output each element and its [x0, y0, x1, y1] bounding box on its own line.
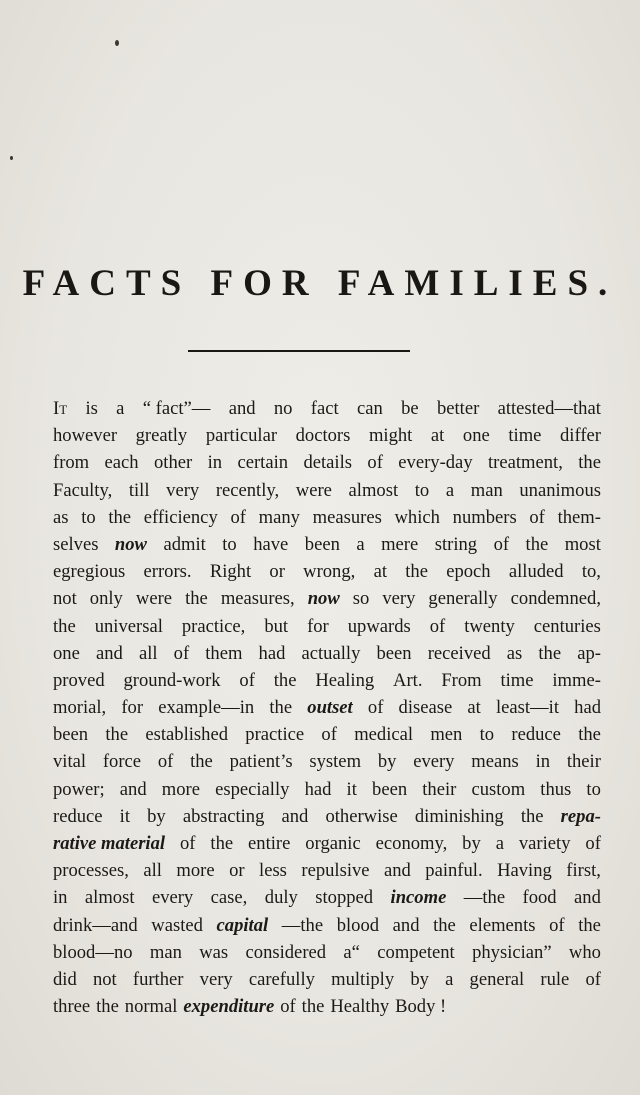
word: Healing	[315, 669, 375, 691]
word: entire	[248, 833, 291, 854]
word: recently,	[215, 479, 280, 501]
word: processes,	[53, 860, 129, 882]
word: but	[264, 615, 289, 637]
word: wasted	[151, 914, 203, 936]
word: mere	[381, 533, 419, 555]
text-line	[53, 613, 601, 640]
word: thus	[540, 778, 572, 800]
ink-speck	[10, 156, 13, 160]
word: of	[321, 724, 337, 746]
word: be	[401, 398, 419, 419]
word: proved	[53, 669, 105, 691]
word: other	[154, 452, 193, 474]
ink-speck	[115, 40, 119, 46]
word: means	[471, 751, 519, 773]
word: of	[230, 506, 246, 528]
text-line	[53, 504, 601, 531]
word: patient’s	[229, 751, 293, 773]
word: general	[469, 968, 525, 990]
word: very	[199, 968, 233, 990]
italic-word: rative material	[53, 833, 166, 854]
word: had	[574, 697, 601, 719]
word: every	[413, 751, 455, 773]
word: —the	[463, 887, 506, 909]
word: “ fact”—	[142, 398, 211, 419]
word: physician”	[472, 941, 552, 963]
italic-word: capital	[216, 914, 269, 936]
italic-word: expenditure	[183, 996, 275, 1018]
word: the	[105, 724, 129, 746]
word: a	[495, 833, 504, 854]
word: practice,	[181, 615, 246, 637]
word: man	[149, 941, 182, 963]
word: the	[520, 805, 544, 827]
word: of	[179, 833, 196, 854]
word: vital	[53, 751, 87, 773]
word: which	[394, 506, 440, 528]
text-line	[53, 640, 601, 667]
word: by	[410, 968, 429, 990]
word: for	[307, 615, 329, 637]
word: in	[207, 452, 223, 474]
word: at	[430, 425, 445, 447]
text-line	[53, 776, 601, 803]
italic-word: repa-	[560, 805, 601, 827]
text-line	[53, 939, 601, 966]
word: man	[470, 479, 503, 501]
word: of	[549, 914, 565, 936]
word: ground-work	[123, 669, 221, 691]
word: string	[434, 533, 478, 555]
text-line	[53, 694, 601, 721]
word: Having	[497, 860, 552, 882]
word: abstracting	[182, 805, 265, 827]
text-line	[53, 477, 601, 504]
word: carefully	[248, 968, 315, 990]
word: the	[108, 506, 132, 528]
word: of	[280, 996, 296, 1018]
word: one	[53, 642, 80, 664]
word: the	[578, 914, 601, 936]
word: —the	[281, 914, 324, 936]
italic-word: outset	[307, 697, 353, 719]
word: a	[445, 968, 454, 990]
word: all	[143, 860, 162, 882]
word: particular	[205, 425, 278, 447]
word: first,	[566, 860, 601, 882]
word: of	[367, 452, 383, 474]
word: considered	[245, 941, 327, 963]
word: unanimous	[519, 479, 601, 501]
word: drink—and	[53, 914, 138, 936]
word: the	[578, 724, 601, 746]
word: further	[132, 968, 184, 990]
word: and	[281, 805, 309, 827]
word: of	[429, 615, 446, 637]
word: almost	[348, 479, 399, 501]
word: condemned,	[510, 588, 601, 610]
word: of	[367, 697, 384, 719]
word: in	[53, 887, 68, 909]
word: a	[116, 398, 125, 419]
word: a	[356, 533, 365, 555]
italic-word: now	[307, 588, 340, 610]
word: to	[586, 778, 601, 800]
word: the	[190, 751, 213, 773]
word: or	[269, 561, 285, 583]
word: power;	[53, 778, 105, 800]
title-rule	[188, 350, 410, 352]
word: by	[462, 833, 481, 854]
word: reduce	[511, 724, 561, 746]
word: alluded	[508, 561, 564, 583]
word: greatly	[135, 425, 188, 447]
word: Right	[209, 561, 252, 583]
word: variety	[518, 833, 571, 854]
word: efficiency	[143, 506, 218, 528]
word: very	[382, 588, 416, 610]
word: otherwise	[325, 805, 398, 827]
word: almost	[84, 887, 135, 909]
word: as	[53, 506, 69, 528]
word: example—in	[158, 697, 255, 719]
word: normal	[124, 996, 178, 1018]
word: more	[176, 860, 215, 882]
word: were	[295, 479, 332, 501]
word: the	[538, 642, 562, 664]
word: at	[467, 697, 481, 719]
word: especially	[215, 778, 290, 800]
word: rule	[540, 968, 570, 990]
word: to	[222, 533, 237, 555]
text-line	[53, 966, 601, 993]
word: egregious	[53, 561, 126, 583]
word: not	[92, 968, 117, 990]
word: painful.	[425, 860, 483, 882]
word: imme-	[552, 669, 601, 691]
word: and	[392, 914, 420, 936]
word: every-day	[398, 452, 473, 474]
word: and	[228, 398, 256, 419]
word: for	[121, 697, 144, 719]
word: to	[479, 724, 495, 746]
word: the	[433, 914, 456, 936]
word: custom	[471, 778, 526, 800]
word: in	[535, 751, 551, 773]
word: of	[493, 533, 510, 555]
word: only	[89, 588, 123, 610]
word: their	[422, 778, 457, 800]
word: many	[258, 506, 300, 528]
word: three	[53, 996, 91, 1018]
word: all	[138, 642, 158, 664]
word: by	[377, 751, 397, 773]
word: to	[81, 506, 96, 528]
word: who	[568, 941, 601, 963]
word: it	[346, 778, 357, 800]
word: or	[229, 860, 245, 882]
italic-word: income	[390, 887, 447, 909]
word: attested—that	[497, 398, 601, 419]
word: most	[564, 533, 601, 555]
word: ap-	[577, 642, 601, 664]
word: no	[273, 398, 293, 419]
word: till	[128, 479, 150, 501]
word: elements	[469, 914, 536, 936]
word: established	[145, 724, 229, 746]
word: admit	[163, 533, 206, 555]
word: so	[352, 588, 370, 610]
word: time	[508, 425, 542, 447]
word: can	[356, 398, 383, 419]
word: practice	[245, 724, 305, 746]
page-title: FACTS FOR FAMILIES.	[22, 263, 618, 304]
word: certain	[237, 452, 289, 474]
word: was	[199, 941, 229, 963]
word: not	[53, 588, 77, 610]
word: Healthy	[330, 996, 390, 1018]
word: men	[430, 724, 463, 746]
word: universal	[94, 615, 163, 637]
text-line	[53, 912, 601, 939]
text-line	[53, 884, 601, 911]
word: a“	[343, 941, 360, 963]
word: received	[427, 642, 491, 664]
word: had	[304, 778, 332, 800]
word: very	[166, 479, 200, 501]
word: time	[500, 669, 534, 691]
word: the	[96, 996, 119, 1018]
word: and	[574, 887, 601, 909]
word: better	[436, 398, 480, 419]
word: of	[239, 669, 255, 691]
word: the	[210, 833, 234, 854]
word: least—it	[495, 697, 559, 719]
word: and	[95, 642, 123, 664]
word: to	[414, 479, 430, 501]
text-line	[53, 449, 601, 476]
italic-word: now	[114, 533, 147, 555]
text-line	[53, 857, 601, 884]
word: reduce	[53, 805, 103, 827]
word: numbers	[452, 506, 517, 528]
word: is	[85, 398, 98, 419]
word: the	[405, 561, 428, 583]
word: the	[525, 533, 549, 555]
text-line	[53, 667, 601, 694]
word: doctors	[295, 425, 351, 447]
word: repulsive	[301, 860, 370, 882]
word: each	[104, 452, 139, 474]
word: system	[309, 751, 362, 773]
word: the	[53, 615, 76, 637]
text-line	[53, 830, 601, 857]
word: case,	[210, 887, 248, 909]
word: stopped	[315, 887, 374, 909]
word: fact	[310, 398, 339, 419]
word: selves	[53, 533, 99, 555]
word: blood	[336, 914, 380, 936]
word: been	[304, 533, 340, 555]
word: more	[161, 778, 200, 800]
word: epoch	[446, 561, 491, 583]
word: diminishing	[414, 805, 504, 827]
word: as	[506, 642, 523, 664]
word: disease	[398, 697, 453, 719]
word: have	[253, 533, 289, 555]
text-line	[53, 993, 601, 1020]
word: their	[566, 751, 601, 773]
word: of	[529, 506, 545, 528]
text-line	[53, 531, 601, 558]
word: twenty	[464, 615, 515, 637]
word: treatment,	[488, 452, 563, 474]
word: force	[102, 751, 142, 773]
word: the	[185, 588, 208, 610]
word: one	[462, 425, 490, 447]
word: actually	[301, 642, 361, 664]
word: less	[259, 860, 287, 882]
word: been	[376, 642, 412, 664]
word: however	[53, 425, 118, 447]
text-line	[53, 422, 601, 449]
word: the	[301, 996, 325, 1018]
word: food	[522, 887, 557, 909]
word: might	[368, 425, 413, 447]
word: and	[383, 860, 411, 882]
word: it	[119, 805, 130, 827]
word: It	[53, 398, 68, 419]
word: did	[53, 968, 77, 990]
word: Body !	[395, 996, 447, 1018]
word: of	[585, 833, 601, 854]
word: blood—no	[53, 941, 133, 963]
word: the	[269, 697, 293, 719]
word: them	[205, 642, 243, 664]
word: organic	[305, 833, 361, 854]
text-line	[53, 748, 601, 775]
word: of	[173, 642, 190, 664]
word: generally	[428, 588, 498, 610]
word: competent	[377, 941, 455, 963]
word: duly	[264, 887, 298, 909]
word: wrong,	[303, 561, 356, 583]
word: of	[585, 968, 601, 990]
word: morial,	[53, 697, 107, 719]
word: the	[273, 669, 297, 691]
text-line	[53, 721, 601, 748]
word: by	[147, 805, 166, 827]
word: measures,	[220, 588, 295, 610]
word: to,	[581, 561, 601, 583]
word: every	[151, 887, 194, 909]
word: at	[373, 561, 387, 583]
word: centuries	[533, 615, 601, 637]
word: Faculty,	[53, 479, 113, 501]
text-line	[53, 558, 601, 585]
word: been	[372, 778, 408, 800]
word: and	[119, 778, 147, 800]
text-line	[53, 585, 601, 612]
text-line	[53, 803, 601, 830]
word: the	[578, 452, 601, 474]
word: them-	[557, 506, 601, 528]
word: a	[445, 479, 455, 501]
word: Art.	[393, 669, 423, 691]
word: measures	[312, 506, 382, 528]
word: upwards	[347, 615, 411, 637]
word: had	[258, 642, 286, 664]
word: differ	[560, 425, 601, 447]
word: errors.	[143, 561, 192, 583]
word: multiply	[331, 968, 395, 990]
body-paragraph	[53, 395, 601, 1020]
word: medical	[354, 724, 414, 746]
word: economy,	[375, 833, 448, 854]
word: of	[157, 751, 174, 773]
word: details	[303, 452, 352, 474]
word: were	[135, 588, 173, 610]
word: been	[53, 724, 89, 746]
word: from	[53, 452, 90, 474]
word: From	[441, 669, 482, 691]
text-line	[53, 395, 601, 422]
